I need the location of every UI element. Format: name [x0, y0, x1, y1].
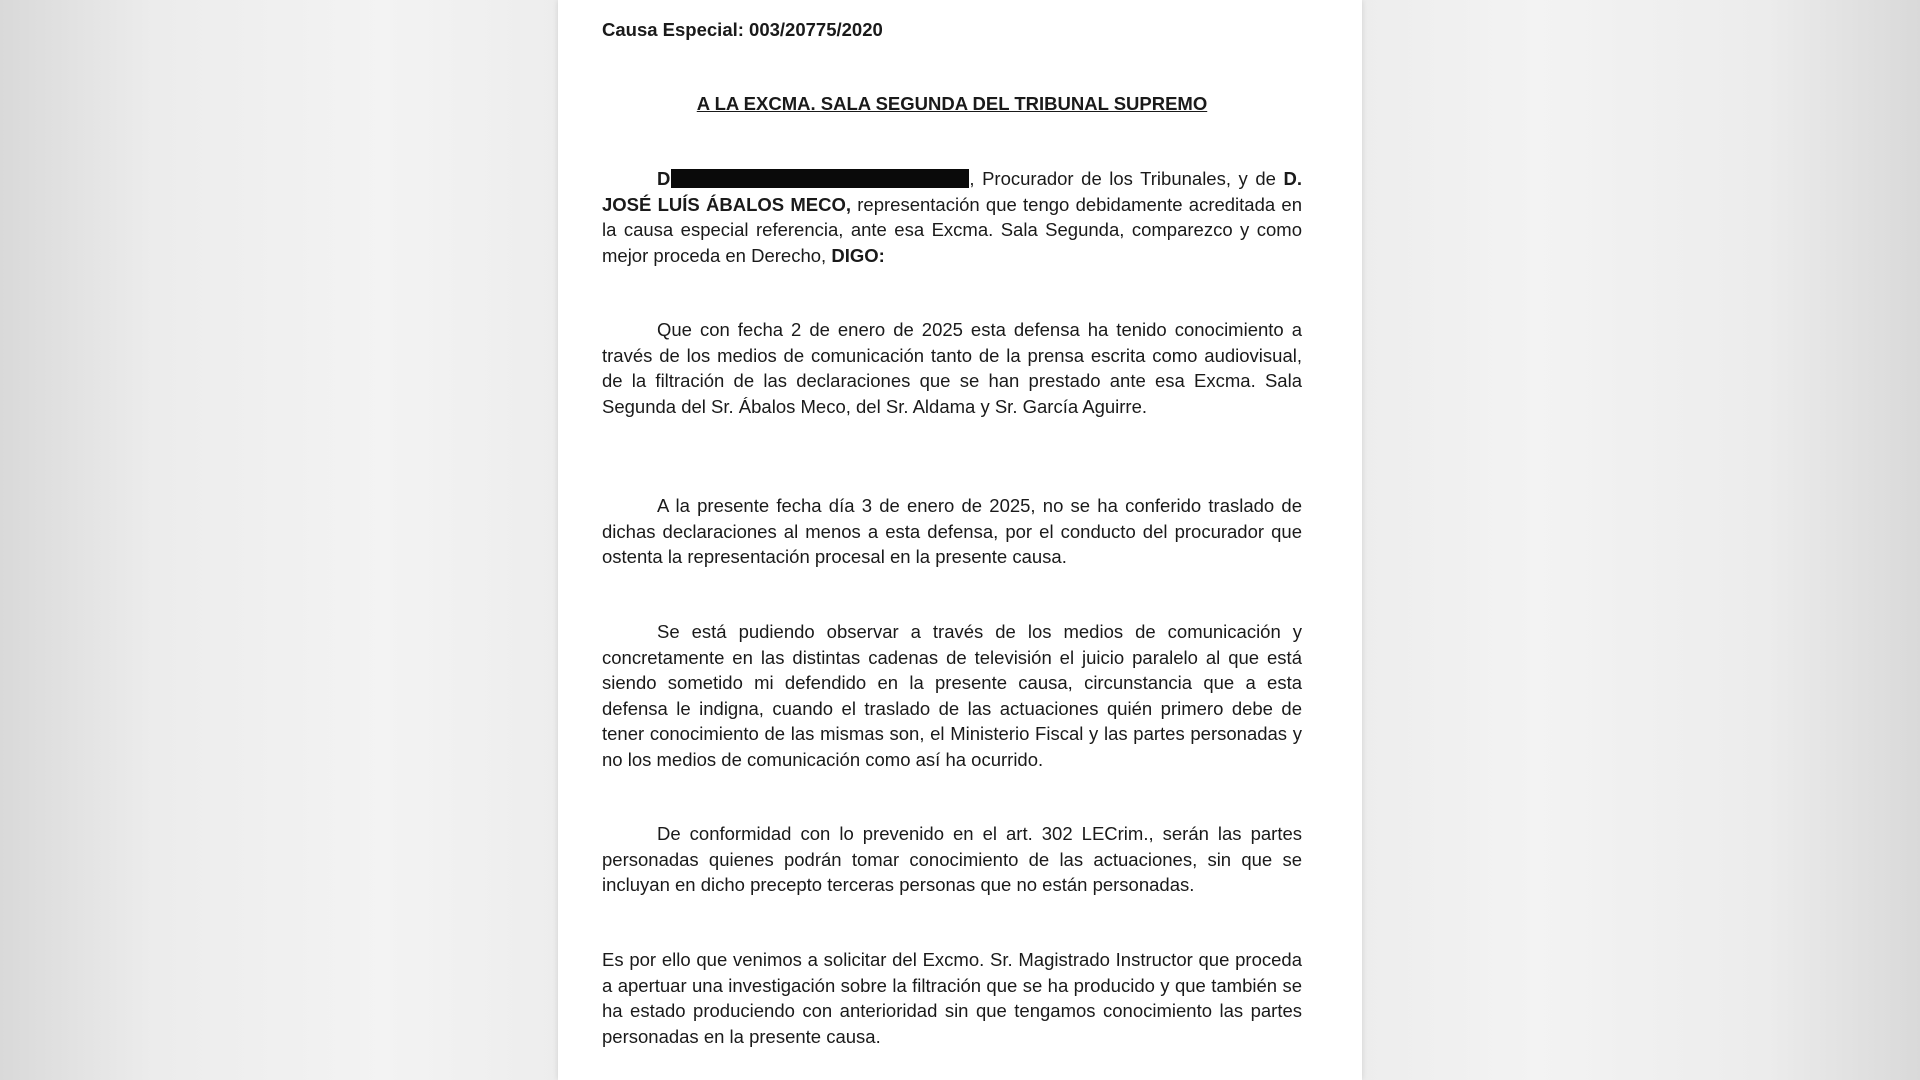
paragraph-legal-basis: De conformidad con lo prevenido en el art. 302 LECrim., serán las partes personadas quienes podrán tomar conocimiento de las actuaciones, sin que se incluyan en dicho precepto terceras personas que no están personadas.: [602, 823, 1302, 895]
procurator-initial: D: [657, 168, 671, 189]
paragraph-leak-knowledge: Que con fecha 2 de enero de 2025 esta defensa ha tenido conocimiento a través de los medios de comunicación tanto de la prensa escrita como audiovisual, de la filtración de las declaraciones que se han prestado ante esa Excma. Sala Segunda del Sr. Ábalos Meco, del Sr. Aldama y Sr. García Aguirre.: [602, 319, 1302, 417]
appearance-closing: DIGO:: [831, 244, 885, 266]
client-name: D. JOSÉ LUÍS ÁBALOS MECO,: [602, 168, 1302, 215]
paragraph-request: Es por ello que venimos a solicitar del Excmo. Sr. Magistrado Instructor que proceda a apertuar una investigación sobre la filtración que se ha producido y que también se ha estado produciendo con anterioridad sin que tengamos conocimiento las partes personadas en la presente causa.: [602, 949, 1302, 1047]
redaction-bar: [671, 169, 969, 188]
appearance-body: representación que tengo debidamente acreditada en la causa especial referencia, ante esa Excma. Sala Segunda, comparezco y como mejor proceda en Derecho,: [602, 193, 1303, 266]
document-heading: A LA EXCMA. SALA SEGUNDA DEL TRIBUNAL SUPREMO: [696, 93, 1208, 114]
paragraph-no-transfer: A la presente fecha día 3 de enero de 2025, no se ha conferido traslado de dichas declaraciones al menos a esta defensa, por el conducto del procurador que ostenta la representación procesal en la presente causa.: [602, 495, 1302, 567]
document-page: [558, 0, 1362, 1080]
paragraph-appearance: [602, 166, 1302, 268]
case-reference: Causa Especial: 003/20775/2020: [602, 19, 883, 40]
procurator-title: , Procurador de los Tribunales, y de: [969, 168, 1276, 189]
paragraph-parallel-trial: Se está pudiendo observar a través de los medios de comunicación y concretamente en las distintas cadenas de televisión el juicio paralelo al que está siendo sometido mi defendido en la presente causa, circunstancia que a esta defensa le indigna, cuando el traslado de las actuaciones quién primero debe de tener conocimiento de las mismas son, el Ministerio Fiscal y las partes personadas y no los medios de comunicación como así ha ocurrido.: [602, 621, 1302, 770]
